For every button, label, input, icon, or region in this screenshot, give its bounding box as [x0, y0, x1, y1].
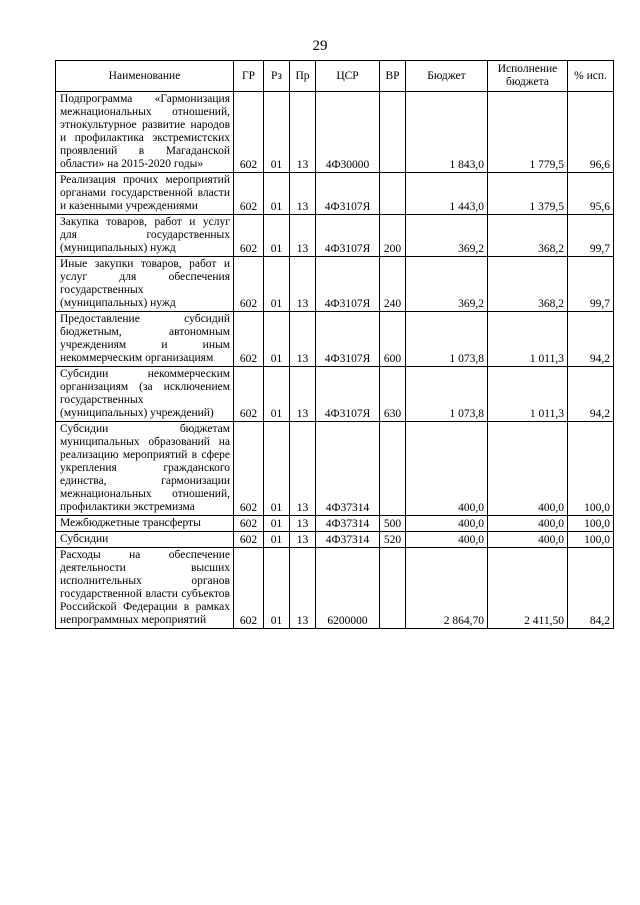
row-execution: 1 011,3 — [488, 312, 568, 367]
row-budget: 1 073,8 — [406, 312, 488, 367]
row-csr: 4Ф3107Я — [316, 215, 380, 257]
page-number: 29 — [312, 38, 328, 54]
row-rz: 01 — [264, 215, 290, 257]
row-rz: 01 — [264, 367, 290, 422]
row-budget: 369,2 — [406, 257, 488, 312]
row-gr: 602 — [234, 257, 264, 312]
row-budget: 400,0 — [406, 532, 488, 548]
row-gr: 602 — [234, 367, 264, 422]
row-budget: 369,2 — [406, 215, 488, 257]
row-name: Иные закупки товаров, работ и услуг для обеспечения государственных (муниципальных) нужд — [56, 257, 234, 312]
row-gr: 602 — [234, 215, 264, 257]
header-csr: ЦСР — [316, 61, 380, 92]
row-vr — [380, 92, 406, 173]
row-pr: 13 — [290, 173, 316, 215]
row-execution: 1 011,3 — [488, 367, 568, 422]
row-vr: 500 — [380, 516, 406, 532]
row-rz: 01 — [264, 516, 290, 532]
row-vr: 200 — [380, 215, 406, 257]
row-execution: 368,2 — [488, 257, 568, 312]
table-row — [56, 548, 614, 629]
row-rz: 01 — [264, 532, 290, 548]
row-name: Закупка товаров, работ и услуг для государственных (муниципальных) нужд — [56, 215, 234, 257]
row-csr: 4Ф3107Я — [316, 257, 380, 312]
row-name: Реализация прочих мероприятий органами государственной власти и казенными учреждениями — [56, 173, 234, 215]
row-vr: 520 — [380, 532, 406, 548]
row-gr: 602 — [234, 173, 264, 215]
header-pr: Пр — [290, 61, 316, 92]
header-percent: % исп. — [568, 61, 614, 92]
row-name: Субсидии — [56, 532, 234, 548]
row-name: Субсидии некоммерческим организациям (за исключением государственных (муниципальных) учреждений) — [56, 367, 234, 422]
row-name: Предоставление субсидий бюджетным, автономным учреждениям и иным некоммерческим организациям — [56, 312, 234, 367]
header-rz: Рз — [264, 61, 290, 92]
row-rz: 01 — [264, 173, 290, 215]
row-percent: 99,7 — [568, 257, 614, 312]
table-row — [56, 92, 614, 173]
budget-table — [55, 60, 614, 629]
row-execution: 400,0 — [488, 422, 568, 516]
row-execution: 400,0 — [488, 516, 568, 532]
row-execution: 1 379,5 — [488, 173, 568, 215]
row-budget: 1 073,8 — [406, 367, 488, 422]
row-pr: 13 — [290, 516, 316, 532]
row-rz: 01 — [264, 312, 290, 367]
row-gr: 602 — [234, 548, 264, 629]
row-execution: 2 411,50 — [488, 548, 568, 629]
row-name: Подпрограмма «Гармонизация межнациональных отношений, этнокультурное развитие народов и профилактика экстремистских проявлений в Магаданской области» на 2015-2020 годы» — [56, 92, 234, 173]
row-gr: 602 — [234, 516, 264, 532]
row-vr: 240 — [380, 257, 406, 312]
row-gr: 602 — [234, 92, 264, 173]
row-pr: 13 — [290, 422, 316, 516]
row-csr: 4Ф3107Я — [316, 173, 380, 215]
row-percent: 100,0 — [568, 516, 614, 532]
row-percent: 94,2 — [568, 367, 614, 422]
row-csr: 6200000 — [316, 548, 380, 629]
row-budget: 1 443,0 — [406, 173, 488, 215]
header-gr: ГР — [234, 61, 264, 92]
row-budget: 400,0 — [406, 422, 488, 516]
row-execution: 400,0 — [488, 532, 568, 548]
row-percent: 99,7 — [568, 215, 614, 257]
table-header-row — [56, 61, 614, 92]
row-pr: 13 — [290, 532, 316, 548]
row-percent: 100,0 — [568, 422, 614, 516]
row-percent: 84,2 — [568, 548, 614, 629]
row-pr: 13 — [290, 548, 316, 629]
row-csr: 4Ф30000 — [316, 92, 380, 173]
row-gr: 602 — [234, 312, 264, 367]
row-csr: 4Ф37314 — [316, 422, 380, 516]
table-row — [56, 215, 614, 257]
row-name: Расходы на обеспечение деятельности высших исполнительных органов государственной власти субъектов Российской Федерации в рамках непрограммных мероприятий — [56, 548, 234, 629]
row-gr: 602 — [234, 532, 264, 548]
table-row — [56, 367, 614, 422]
row-percent: 95,6 — [568, 173, 614, 215]
row-name: Межбюджетные трансферты — [56, 516, 234, 532]
row-csr: 4Ф37314 — [316, 532, 380, 548]
table-row — [56, 516, 614, 532]
row-pr: 13 — [290, 312, 316, 367]
header-vr: ВР — [380, 61, 406, 92]
row-rz: 01 — [264, 257, 290, 312]
table-row — [56, 422, 614, 516]
table-row — [56, 173, 614, 215]
row-percent: 100,0 — [568, 532, 614, 548]
row-execution: 368,2 — [488, 215, 568, 257]
row-budget: 1 843,0 — [406, 92, 488, 173]
row-csr: 4Ф3107Я — [316, 312, 380, 367]
row-csr: 4Ф37314 — [316, 516, 380, 532]
row-csr: 4Ф3107Я — [316, 367, 380, 422]
row-execution: 1 779,5 — [488, 92, 568, 173]
header-name: Наименование — [56, 61, 234, 92]
row-pr: 13 — [290, 215, 316, 257]
header-budget: Бюджет — [406, 61, 488, 92]
row-vr: 630 — [380, 367, 406, 422]
row-vr — [380, 173, 406, 215]
header-execution: Исполнение бюджета — [488, 61, 568, 92]
table-row — [56, 257, 614, 312]
row-pr: 13 — [290, 367, 316, 422]
row-rz: 01 — [264, 422, 290, 516]
row-percent: 94,2 — [568, 312, 614, 367]
row-vr — [380, 422, 406, 516]
row-rz: 01 — [264, 548, 290, 629]
row-vr — [380, 548, 406, 629]
row-rz: 01 — [264, 92, 290, 173]
table-row — [56, 312, 614, 367]
row-name: Субсидии бюджетам муниципальных образований на реализацию мероприятий в сфере укрепления гражданского единства, гармонизации межнациональных отношений, профилактики экстремизма — [56, 422, 234, 516]
row-pr: 13 — [290, 257, 316, 312]
row-vr: 600 — [380, 312, 406, 367]
row-budget: 400,0 — [406, 516, 488, 532]
row-budget: 2 864,70 — [406, 548, 488, 629]
table-row — [56, 532, 614, 548]
row-percent: 96,6 — [568, 92, 614, 173]
row-gr: 602 — [234, 422, 264, 516]
row-pr: 13 — [290, 92, 316, 173]
